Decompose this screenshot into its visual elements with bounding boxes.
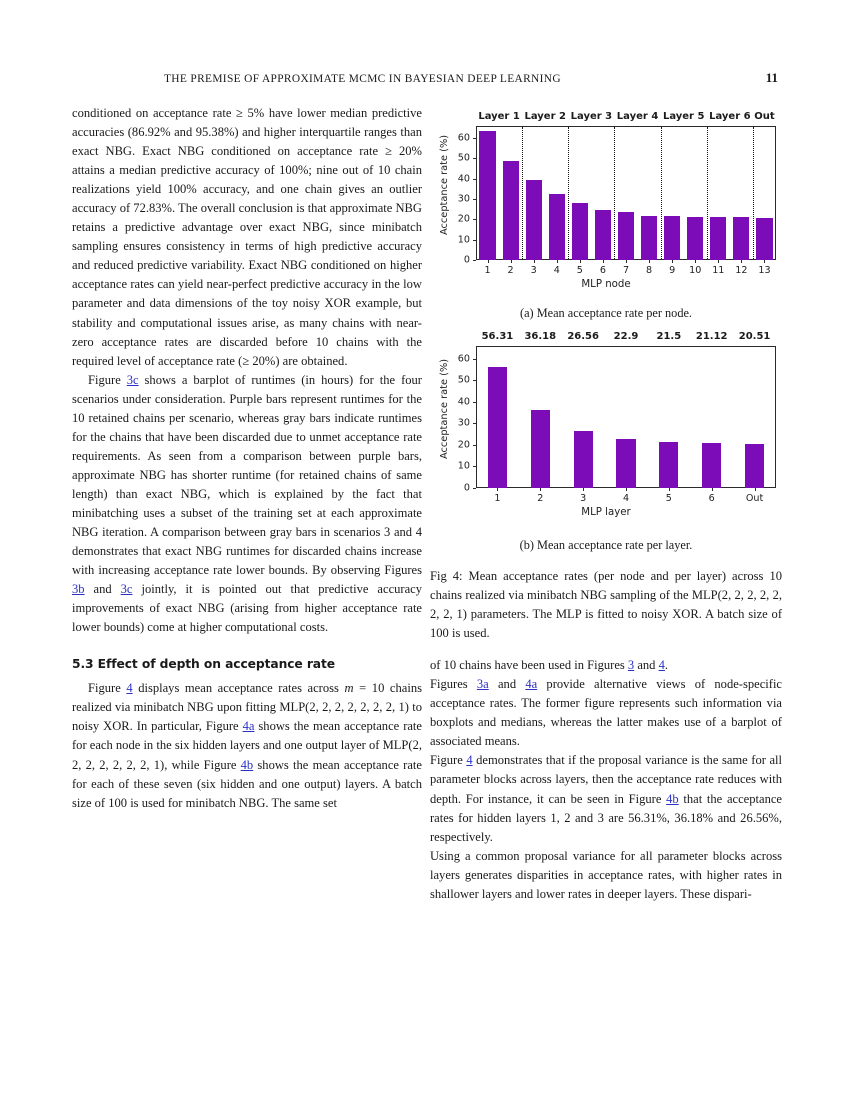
bar (687, 217, 703, 260)
figure-reference-4[interactable]: 4 (126, 681, 133, 696)
y-axis-tick-mark (473, 240, 476, 241)
paragraph-proposal-variance (430, 751, 782, 846)
layer-divider (522, 127, 523, 259)
page-number: 11 (765, 70, 778, 85)
layer-divider (661, 127, 662, 259)
bar (756, 218, 772, 260)
bar (710, 217, 726, 260)
x-axis-tick-mark (764, 260, 765, 263)
bar (733, 217, 749, 260)
layer-group-label: Layer 2 (524, 111, 566, 122)
x-axis-tick-mark (534, 260, 535, 263)
paragraph-runtime-barplot (72, 371, 422, 638)
layer-divider (568, 127, 569, 259)
layer-divider (614, 127, 615, 259)
x-axis-tick-label: 11 (712, 265, 725, 276)
text-run: demonstrates that if the proposal variance is the same for all parameter blocks across layers, then the acceptance rate reduces with depth. For instance, it can be seen in Figure (430, 753, 782, 806)
y-axis-tick-label: 50 (457, 152, 470, 164)
x-axis-label: MLP layer (581, 507, 631, 518)
figure-reference-4b[interactable]: 4b (240, 757, 254, 772)
figure-reference-4-second[interactable]: 4 (466, 753, 473, 768)
x-axis-tick-mark (718, 260, 719, 263)
x-axis-tick-mark (755, 488, 756, 491)
x-axis-tick-mark (557, 260, 558, 263)
text-run: ≥ 5% (236, 106, 265, 120)
figure-caption: Fig 4: Mean acceptance rates (per node and per layer) across 10 chains realized via minibatch NBG sampling of the MLP(2, 2, 2, 2, 2, 2, 2, 1) parameters. The MLP is fitted to noisy XOR. A batch size of 100 is used. (430, 569, 782, 641)
bar (479, 131, 495, 260)
bar (745, 444, 764, 488)
layer-divider (753, 127, 754, 259)
y-axis-tick-mark (473, 359, 476, 360)
figure-reference-3c[interactable]: 3c (126, 372, 139, 387)
text-run: provide alternative views of node-specific acceptance rates. The former figure represents such information via boxplots and medians, whereas the latter makes use of a barplot of associated means. (430, 677, 782, 749)
figure-reference-4-right[interactable]: 4 (658, 658, 665, 673)
text-run: shows the mean acceptance rate for each node in the six hidden layers and one output layer of MLP(2, 2, 2, 2, 2, 2, 2, 1), while Figure (72, 719, 422, 772)
y-axis-tick-label: 10 (457, 460, 470, 472)
y-axis-tick-mark (473, 380, 476, 381)
y-axis-tick-mark (473, 445, 476, 446)
text-run: that the acceptance rates for hidden layers 1, 2 and 3 are 56.31%, 36.18% and 26.56%, respectively. (430, 791, 782, 844)
chart-mean-acceptance-rate-per-node (430, 104, 782, 300)
y-axis-label: Acceptance rate (%) (439, 358, 450, 459)
layer-group-label: Layer 4 (616, 111, 659, 122)
text-run: Figures (430, 677, 477, 692)
figure-reference-3a[interactable]: 3a (476, 677, 489, 692)
x-axis-tick-mark (540, 488, 541, 491)
x-axis-tick-label: 3 (580, 493, 587, 504)
x-axis-tick-mark (497, 488, 498, 491)
y-axis-tick-label: 40 (457, 396, 470, 408)
y-axis-tick-label: 30 (457, 417, 470, 429)
y-axis-tick-mark (473, 423, 476, 424)
x-axis-tick-mark (511, 260, 512, 263)
paragraph-alternative-views (430, 675, 782, 751)
bar-value-label: 56.31 (481, 331, 514, 342)
bar (664, 216, 680, 260)
text-run: Figure (88, 372, 127, 387)
math-variable-m: m (344, 681, 354, 696)
x-axis-tick-label: 1 (484, 265, 491, 276)
layer-divider (707, 127, 708, 259)
x-axis-tick-label: 6 (599, 265, 606, 276)
text-run: Figure (88, 681, 127, 696)
x-axis-tick-label: 10 (689, 265, 702, 276)
text-run: = 10 chains realized via minibatch NBG upon fitting MLP(2, 2, 2, 2, 2, 2, 2, 1) to noisy XOR. In particular, Figure (72, 681, 422, 734)
bar-value-label: 20.51 (738, 331, 771, 342)
x-axis-label: MLP node (581, 279, 631, 290)
bar-value-label: 22.9 (613, 331, 639, 342)
bar (572, 203, 588, 260)
x-axis-tick-label: 4 (622, 493, 630, 504)
x-axis-tick-label: 4 (553, 265, 560, 276)
y-axis-tick-mark (473, 466, 476, 467)
x-axis-tick-label: 2 (507, 265, 514, 276)
bar (526, 180, 542, 260)
x-axis-tick-mark (488, 260, 489, 263)
figure-reference-3c-second[interactable]: 3c (120, 582, 133, 597)
y-axis-tick-label: 60 (457, 353, 470, 365)
paragraph-acceptance-rate-discussion (72, 104, 422, 371)
text-run: shows a barplot of runtimes (in hours) for the four scenarios under consideration. Purple bars represent runtimes for the 10 retained chains per scenario, whereas gray bars indicate runtimes for the chains that have been discarded due to unmet acceptance rate requirements. As seen from a comparison between purple bars, approximate NBG has shorter runtime (for retained chains of same length) than exact NBG, which is explained by the fact that minibatching uses a subset of the training set at each approximate NBG iteration. A comparison between gray bars in scenarios 3 and 4 demonstrates that exact NBG runtimes for discarded chains increase with increasing acceptance rate lower bounds. By observing Figures (72, 372, 422, 578)
y-axis-tick-label: 0 (463, 254, 470, 266)
paragraph-depth-effect (72, 679, 422, 812)
y-axis-tick-label: 50 (457, 374, 470, 386)
y-axis-tick-label: 20 (457, 213, 470, 225)
text-run: Figure (430, 753, 467, 768)
bar-value-label: 21.5 (656, 331, 682, 342)
bar-value-label: 21.12 (695, 331, 728, 342)
bar (531, 410, 550, 488)
bar (503, 161, 519, 260)
bar (618, 212, 634, 260)
x-axis-tick-mark (695, 260, 696, 263)
figure-reference-4a-right[interactable]: 4a (525, 677, 538, 692)
x-axis-tick-label: 2 (537, 493, 544, 504)
text-run: displays mean acceptance rates across (132, 681, 345, 696)
x-axis-tick-mark (672, 260, 673, 263)
figure-reference-3[interactable]: 3 (627, 658, 635, 673)
y-axis-tick-label: 20 (457, 439, 470, 451)
text-run: jointly, it is pointed out that predictive accuracy improvements of exact NBG (arising from higher acceptance rate lower bounds) come at higher computational costs. (72, 582, 423, 635)
x-axis-tick-mark (712, 488, 713, 491)
layer-group-label: Layer 6 (709, 111, 751, 122)
x-axis-tick-mark (580, 260, 581, 263)
y-axis-label: Acceptance rate (%) (439, 134, 450, 235)
y-axis-tick-mark (473, 402, 476, 403)
figure-4 (430, 104, 782, 904)
x-axis-tick-label: 5 (576, 265, 583, 276)
running-head-title: THE PREMISE OF APPROXIMATE MCMC IN BAYESIAN DEEP LEARNING (164, 73, 561, 85)
bar (641, 216, 657, 260)
running-head (72, 70, 778, 88)
y-axis-tick-label: 60 (457, 132, 470, 144)
text-run: and (634, 658, 659, 673)
bar (488, 367, 507, 488)
layer-group-label: Layer 1 (478, 111, 520, 122)
paragraph-common-proposal-variance: Using a common proposal variance for all parameter blocks across layers generates disparities in acceptance rates, with higher rates in shallower layers and lower rates in deeper layers. These dispari- (430, 848, 782, 901)
y-axis-tick-mark (473, 158, 476, 159)
bar (659, 442, 678, 488)
bar (549, 194, 565, 260)
x-axis-tick-label: 7 (622, 265, 630, 276)
text-run: and (488, 677, 526, 692)
figure-reference-4b-right[interactable]: 4b (666, 791, 679, 806)
bar (595, 210, 611, 260)
x-axis-tick-label: 12 (735, 265, 748, 276)
text-run: ) are obtained. (275, 353, 348, 368)
y-axis-tick-mark (473, 138, 476, 139)
bar (574, 431, 593, 488)
section-heading-5-3: 5.3 Effect of depth on acceptance rate (72, 657, 336, 672)
y-axis-tick-mark (473, 199, 476, 200)
layer-group-label: Out (754, 111, 775, 122)
bar (616, 439, 635, 488)
y-axis-tick-label: 10 (457, 234, 470, 246)
text-run: have lower median predictive accuracies (86.92% and 95.38%) and higher interquartile ranges than exact NBG. Exact NBG conditioned on acceptance rate (72, 106, 422, 159)
x-axis-tick-label: 13 (758, 265, 771, 276)
y-axis-tick-mark (473, 219, 476, 220)
paragraph-chains-used (430, 656, 782, 675)
y-axis-tick-label: 0 (463, 482, 470, 494)
text-run: of 10 chains have been used in Figures (430, 658, 628, 673)
figure-reference-3b[interactable]: 3b (72, 582, 85, 597)
right-column (430, 656, 782, 904)
subcaption-a: (a) Mean acceptance rate per node. (519, 306, 693, 320)
y-axis-tick-mark (473, 179, 476, 180)
y-axis-tick-label: 30 (457, 193, 470, 205)
x-axis-tick-mark (626, 260, 627, 263)
figure-reference-4a[interactable]: 4a (242, 719, 255, 734)
x-axis-tick-label: 3 (530, 265, 537, 276)
text-run: conditioned on acceptance rate (72, 106, 237, 120)
text-run: ≥ 20% (385, 144, 422, 159)
y-axis-tick-mark (473, 260, 476, 261)
subcaption-b: (b) Mean acceptance rate per layer. (519, 538, 693, 552)
x-axis-tick-mark (583, 488, 584, 491)
text-run: and (84, 582, 121, 597)
x-axis-tick-label: Out (745, 493, 764, 504)
text-run: attains a median predictive accuracy of 100%; nine out of 10 chain realizations yield 100% accuracy, and one chain gives an outlier accuracy of 72.83%. The overall conclusion is that approximate NBG retains a predictive advantage over exact NBG, since minibatch sampling ensures consistency in terms of high predictive accuracy and reduced predictive variability. Exact NBG conditioned on higher acceptance rates can yield near-perfect predictive accuracy in the low parameter and data dimensions of the toy noisy XOR example, but stability and computational issues arise, as many chains with near-zero acceptance rates are discarded before 10 chains with the required level of acceptance rate ( (72, 163, 422, 368)
text-run: ≥ 20% (242, 353, 276, 368)
x-axis-tick-mark (741, 260, 742, 263)
x-axis-tick-mark (669, 488, 670, 491)
x-axis-tick-label: 1 (494, 493, 501, 504)
layer-group-label: Layer 5 (662, 111, 705, 122)
text-run: . (664, 658, 669, 673)
text-run: shows the mean acceptance rate for each of these seven (six hidden and one output) layers. A batch size of 100 is used for minibatch NBG. The same set (72, 757, 422, 810)
x-axis-tick-mark (649, 260, 650, 263)
x-axis-tick-mark (626, 488, 627, 491)
y-axis-tick-label: 40 (457, 173, 470, 185)
layer-group-label: Layer 3 (570, 111, 613, 122)
y-axis-tick-mark (473, 488, 476, 489)
bar-value-label: 36.18 (524, 331, 557, 342)
bar (702, 443, 721, 488)
x-axis-tick-label: 6 (708, 493, 715, 504)
x-axis-tick-label: 5 (665, 493, 672, 504)
left-column (72, 104, 422, 813)
chart-mean-acceptance-rate-per-layer (430, 322, 782, 532)
x-axis-tick-label: 8 (646, 265, 653, 276)
x-axis-tick-label: 9 (669, 265, 676, 276)
bar-value-label: 26.56 (567, 331, 599, 342)
x-axis-tick-mark (603, 260, 604, 263)
